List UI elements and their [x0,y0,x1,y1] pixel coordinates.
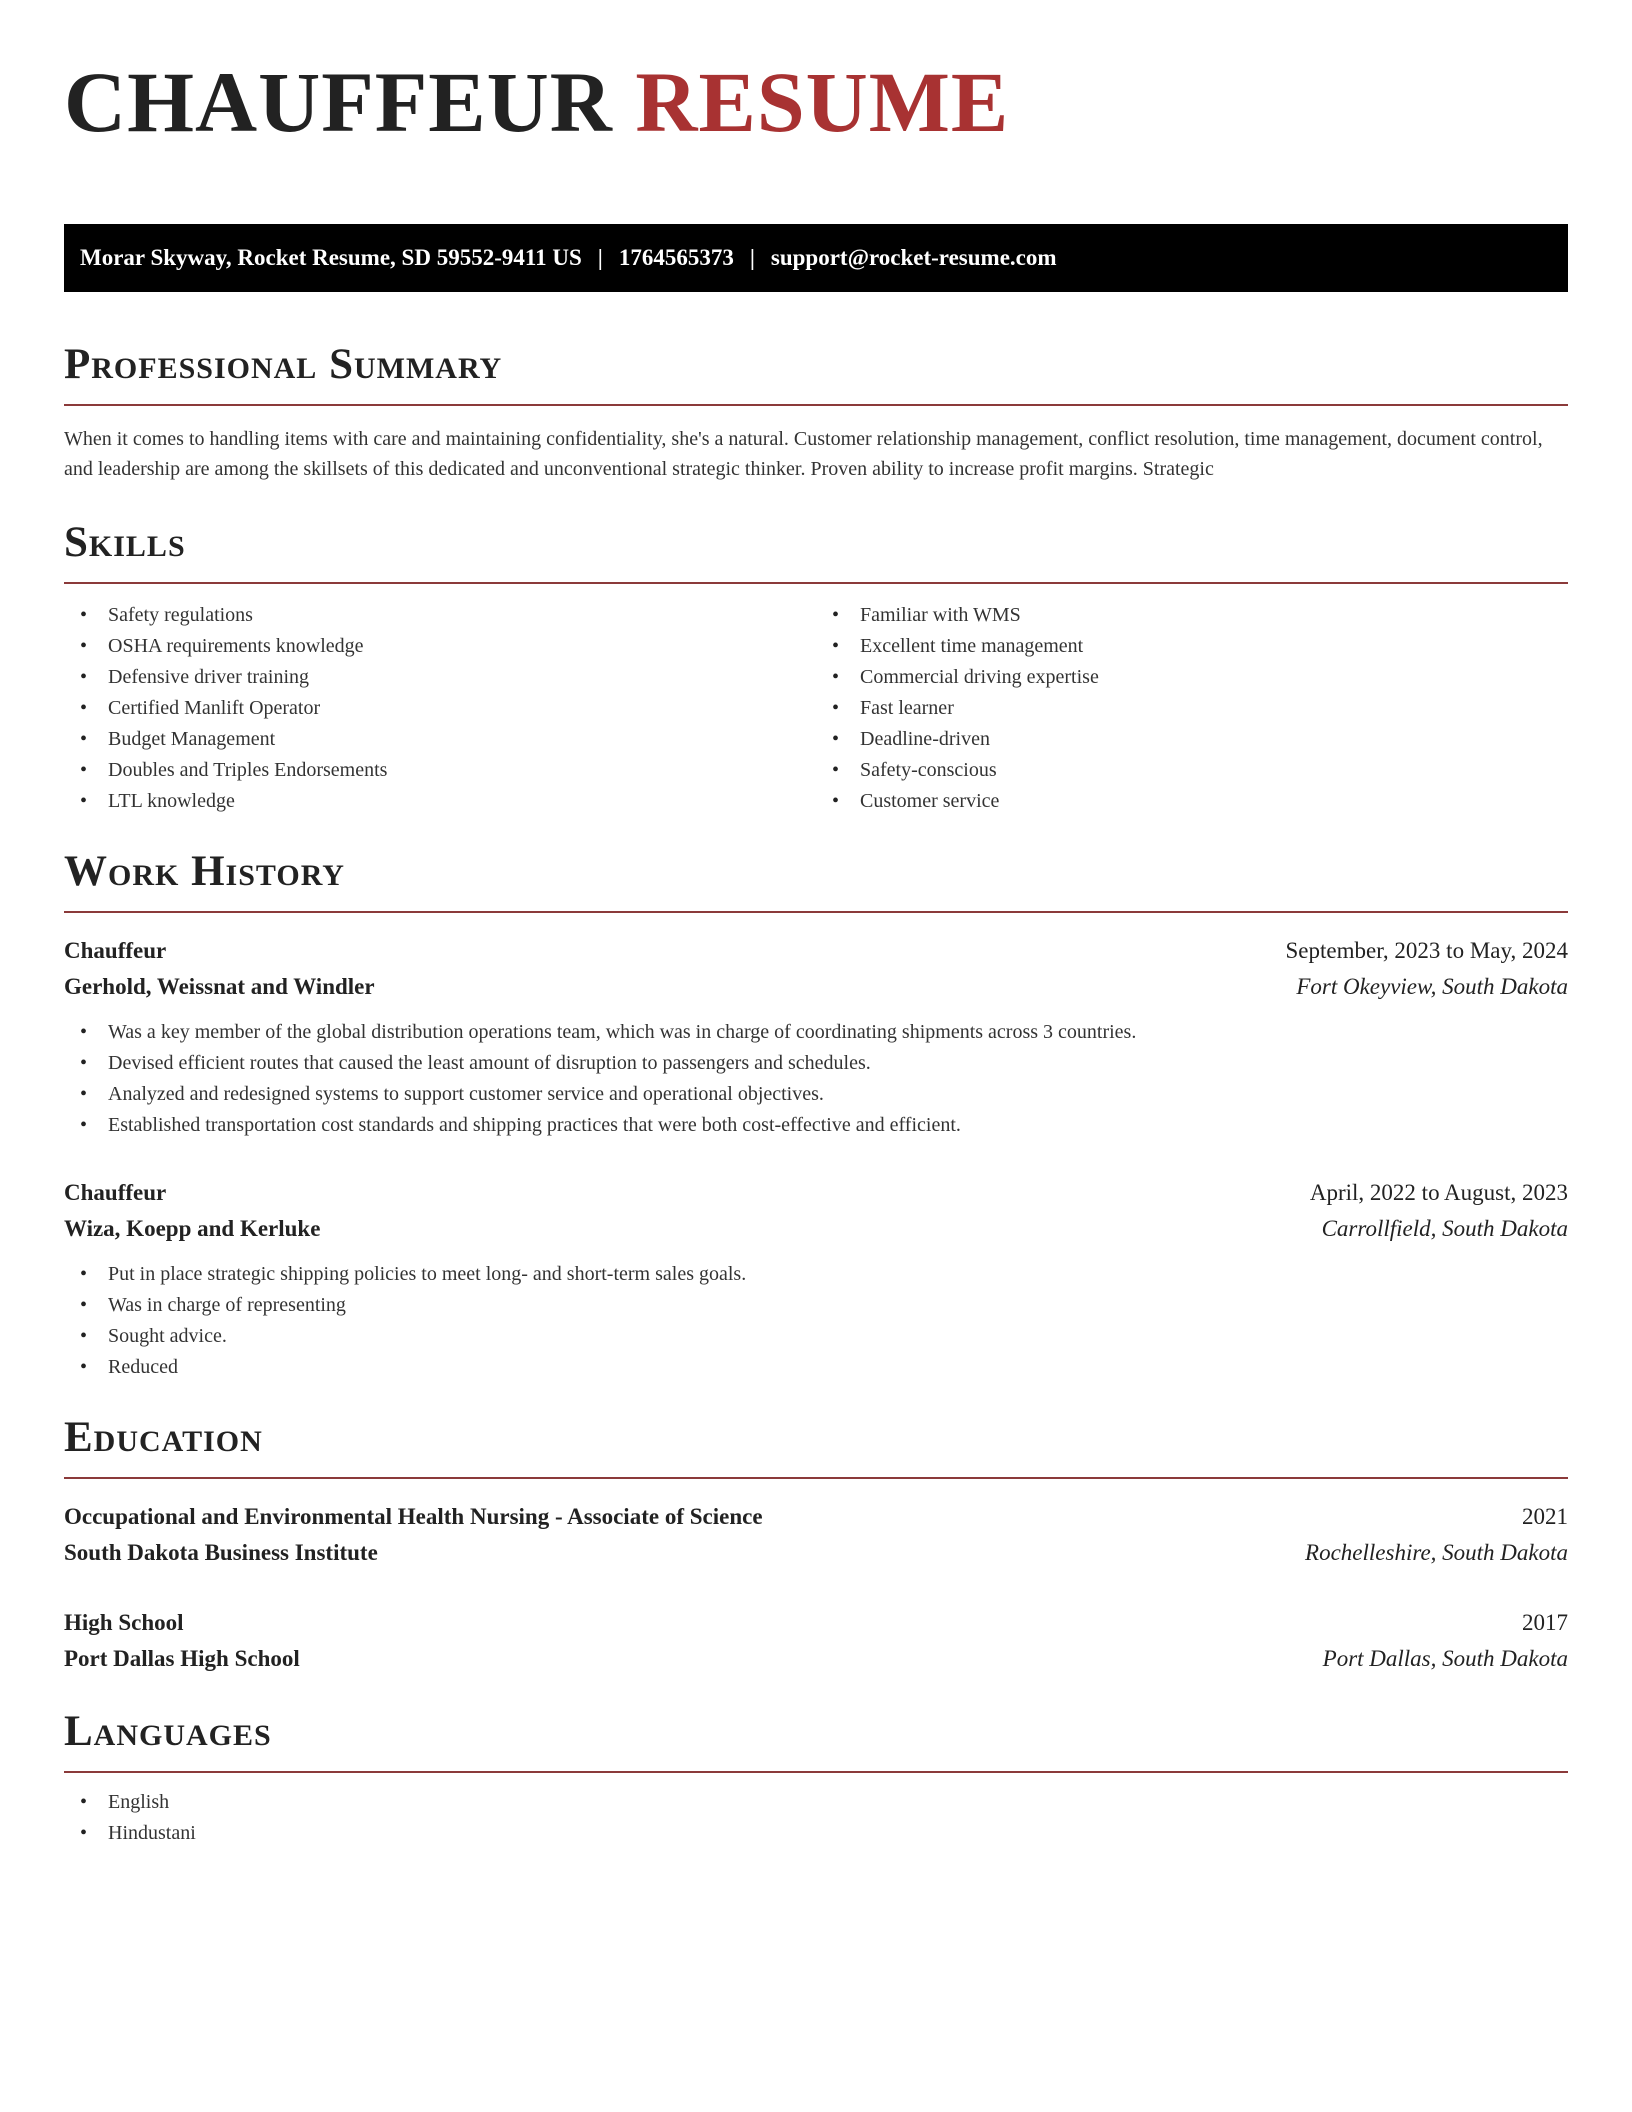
languages-heading: Languages [64,1708,272,1755]
education-school-row [64,1641,1568,1677]
job-location: Carrollfield, South Dakota [1321,1216,1568,1241]
skill-item: • Safety-conscious [816,755,1568,786]
job-duty: • Reduced [64,1352,1568,1383]
skills-list-right [816,600,1568,817]
contact-separator: | [749,245,755,270]
summary-text: When it comes to handling items with care and maintaining confidentiality, she's a natural. Customer relationship management, conflict resolution, time management, document control, and leadership are among the skillsets of this dedicated and unconventional strategic thinker. Proven ability to increase profit margins. Strategic [64,428,1543,480]
work-history-heading: Work History [64,848,345,895]
job-company: Wiza, Koepp and Kerluke [64,1216,321,1241]
contact-bar [64,224,1568,292]
job-duty: • Established transportation cost standards and shipping practices that were both cost-effective and efficient. [64,1110,1568,1141]
education-location: Rochelleshire, South Dakota [1305,1540,1568,1565]
resume-title [64,52,1568,152]
job-dates: September, 2023 to May, 2024 [1285,938,1568,963]
education-section [64,1413,1568,1677]
job-duties-list [64,1259,1568,1383]
job-location: Fort Okeyview, South Dakota [1296,974,1568,999]
skill-item: • Defensive driver training [64,662,816,693]
job-title: Chauffeur [64,938,167,963]
skills-columns [64,600,1568,817]
skills-section [64,518,1568,817]
skills-list-left [64,600,816,817]
education-school: Port Dallas High School [64,1646,300,1671]
skills-heading: Skills [64,519,186,566]
education-school-row [64,1535,1568,1571]
skill-item: • Familiar with WMS [816,600,1568,631]
education-degree: Occupational and Environmental Health Nursing - Associate of Science [64,1504,763,1529]
education-location: Port Dallas, South Dakota [1322,1646,1568,1671]
section-divider [64,1771,1568,1773]
work-history-section [64,847,1568,1383]
skill-item: • Commercial driving expertise [816,662,1568,693]
education-degree-row [64,1605,1568,1641]
skill-item: • Deadline-driven [816,724,1568,755]
contact-email: support@rocket-resume.com [770,245,1057,270]
section-divider [64,911,1568,913]
job-title: Chauffeur [64,1180,167,1205]
education-year: 2021 [1522,1504,1568,1529]
skill-item: • Fast learner [816,693,1568,724]
title-word-resume: RESUME [635,54,1010,150]
job-duty: • Devised efficient routes that caused the least amount of disruption to passengers and schedules. [64,1048,1568,1079]
education-entry [64,1605,1568,1677]
language-item: • Hindustani [64,1818,1568,1849]
job-duty: • Was a key member of the global distribution operations team, which was in charge of coordinating shipments across 3 countries. [64,1017,1568,1048]
skill-item: • Safety regulations [64,600,816,631]
skill-item: • LTL knowledge [64,786,816,817]
section-divider [64,1477,1568,1479]
skill-item: • Budget Management [64,724,816,755]
summary-section [64,340,1568,484]
job-duties-list [64,1017,1568,1141]
job-dates: April, 2022 to August, 2023 [1309,1180,1568,1205]
education-entry [64,1499,1568,1571]
job-entry [64,933,1568,1141]
summary-heading: Professional Summary [64,341,503,388]
job-title-row [64,1175,1568,1211]
section-divider [64,404,1568,406]
education-degree-row [64,1499,1568,1535]
contact-separator: | [597,245,603,270]
skill-item: • Customer service [816,786,1568,817]
job-duty: • Was in charge of representing [64,1290,1568,1321]
job-company-row [64,969,1568,1005]
job-company: Gerhold, Weissnat and Windler [64,974,375,999]
job-entry [64,1175,1568,1383]
education-school: South Dakota Business Institute [64,1540,378,1565]
education-heading: Education [64,1414,263,1461]
job-duty: • Analyzed and redesigned systems to support customer service and operational objectives. [64,1079,1568,1110]
languages-list [64,1787,1568,1849]
education-degree: High School [64,1610,184,1635]
skill-item: • OSHA requirements knowledge [64,631,816,662]
contact-phone: 1764565373 [618,245,734,270]
job-duty: • Put in place strategic shipping policies to meet long- and short-term sales goals. [64,1259,1568,1290]
job-title-row [64,933,1568,969]
skill-item: • Doubles and Triples Endorsements [64,755,816,786]
section-divider [64,582,1568,584]
skill-item: • Excellent time management [816,631,1568,662]
job-duty: • Sought advice. [64,1321,1568,1352]
job-company-row [64,1211,1568,1247]
languages-section [64,1707,1568,1849]
title-word-chauffeur: CHAUFFEUR [64,54,613,150]
education-year: 2017 [1522,1610,1568,1635]
contact-address: Morar Skyway, Rocket Resume, SD 59552-9411 US [80,245,582,270]
language-item: • English [64,1787,1568,1818]
skill-item: • Certified Manlift Operator [64,693,816,724]
